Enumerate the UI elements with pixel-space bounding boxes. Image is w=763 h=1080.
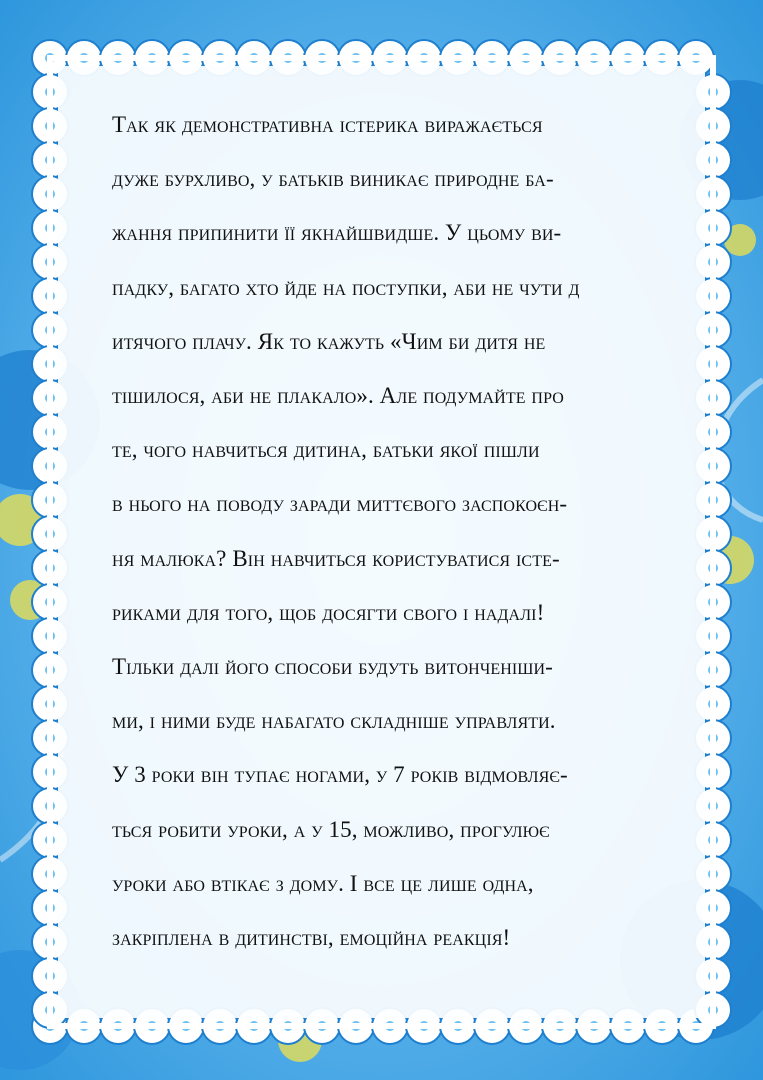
article-text xyxy=(112,98,712,965)
text-line: жання припинити її якнайшвидше. У цьому ви- xyxy=(112,220,562,246)
text-line: ня малюка? Він навчиться користуватися істе- xyxy=(112,545,560,571)
text-line: уроки або втікає з дому. І все це лише одна, xyxy=(112,870,534,896)
text-line: в нього на поводу заради миттєвого заспокоєн- xyxy=(112,491,568,517)
text-line: Так як демонстративна істерика виражається xyxy=(112,112,543,137)
text-line: итячого плачу. Як то кажуть «Чим би дитя не xyxy=(112,328,546,354)
text-line: ться робити уроки, а у 15, можливо, прогулює xyxy=(112,816,550,842)
text-line: падку, багато хто йде на поступки, аби не чути д xyxy=(112,274,580,300)
text-line: Тільки далі його способи будуть витонченіши- xyxy=(112,654,553,680)
text-line: тішилося, аби не плакало». Але подумайте про xyxy=(112,383,564,409)
text-line: риками для того, щоб досягти свого і надалі! xyxy=(112,599,545,625)
text-line: дуже бурхливо, у батьків виникає природне ба- xyxy=(112,166,554,192)
text-line: закріплена в дитинстві, емоційна реакція! xyxy=(112,925,511,951)
text-line: те, чого навчиться дитина, батьки якої пішли xyxy=(112,437,540,463)
text-line: У 3 роки він тупає ногами, у 7 років відмовляє- xyxy=(112,762,568,788)
text-line: ми, і ними буде набагато складніше управляти. xyxy=(112,708,556,734)
